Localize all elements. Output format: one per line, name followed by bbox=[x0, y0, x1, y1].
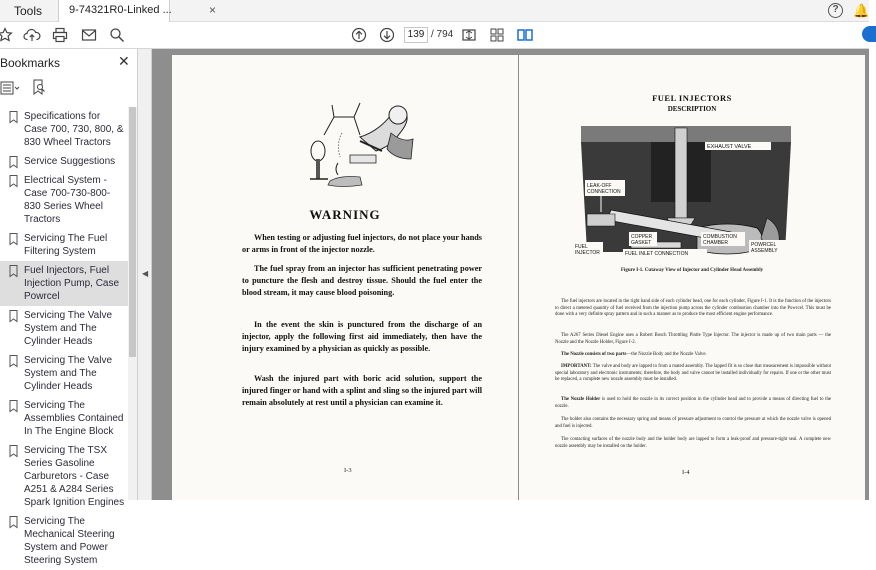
injector-test-illustration bbox=[290, 93, 415, 191]
label-fuel-inlet-connection: FUEL INLET CONNECTION bbox=[625, 251, 689, 257]
collapse-panel-icon[interactable]: ◀ bbox=[142, 269, 149, 278]
body-paragraph bbox=[555, 352, 831, 359]
page-number-input[interactable]: 139 bbox=[404, 27, 428, 43]
warning-paragraph: When testing or adjusting fuel injectors, do not place your hands or arms in front of the injector nozzle. bbox=[242, 233, 482, 254]
next-page-icon[interactable] bbox=[378, 26, 396, 44]
upload-cloud-icon[interactable] bbox=[23, 26, 41, 44]
body-bold-lead: The Nozzle Holder bbox=[561, 397, 601, 402]
bookmark-list bbox=[0, 107, 128, 570]
label-fuel: FUEL bbox=[575, 244, 588, 250]
right-panel-expand-icon[interactable] bbox=[862, 26, 876, 42]
page-number-left: I-3 bbox=[344, 467, 352, 474]
previous-page-icon[interactable] bbox=[350, 26, 368, 44]
section-title: FUEL INJECTORS bbox=[652, 93, 732, 103]
title-bar bbox=[0, 0, 869, 22]
page-right bbox=[519, 55, 865, 500]
label-exhaust-valve: EXHAUST VALVE bbox=[707, 144, 752, 150]
label-fuel-injector: INJECTOR bbox=[575, 250, 600, 256]
bookmark-label: Servicing The Valve System and The Cylinder Heads bbox=[24, 355, 113, 392]
bookmark-item[interactable] bbox=[0, 396, 128, 441]
two-page-view-icon[interactable] bbox=[516, 26, 534, 44]
bookmark-icon bbox=[9, 156, 18, 168]
page-total-count: / 794 bbox=[431, 29, 454, 40]
bookmark-label: Service Suggestions bbox=[24, 156, 116, 167]
body-paragraph: The contacting surfaces of the nozzle body and the holder body are lapped to form a leak-proof and pressure-tight seal. A complete new nozzle assembly may be installed on the holder. bbox=[555, 437, 831, 449]
bookmark-label: Servicing The TSX Series Gasoline Carburetors - Case A251 & A284 Series Spark Ignition Engines bbox=[24, 445, 125, 508]
warning-paragraph: The fuel spray from an injector has sufficient penetrating power to puncture the flesh and destroy tissue. Should the fuel enter the blood stream, it may cause blood poisoning. bbox=[242, 264, 482, 297]
figure-caption: Figure I-1. Cutaway View of Injector and Cylinder Head Assembly bbox=[620, 268, 764, 273]
label-leak-off: LEAK-OFF bbox=[587, 183, 612, 189]
close-tab-icon[interactable]: × bbox=[209, 3, 217, 17]
bookmarks-tools bbox=[0, 79, 138, 99]
bookmark-item[interactable] bbox=[0, 107, 128, 152]
body-paragraph bbox=[555, 364, 831, 384]
page-number-right: I-4 bbox=[682, 469, 690, 476]
bookmark-label: Servicing The Fuel Filtering System bbox=[24, 233, 108, 257]
bookmark-item[interactable] bbox=[0, 441, 128, 512]
notification-bell-icon[interactable]: 🔔 bbox=[853, 3, 870, 18]
bookmark-item[interactable] bbox=[0, 512, 128, 570]
label-combustion-chamber: CHAMBER bbox=[703, 240, 729, 246]
warning-title: WARNING bbox=[309, 207, 381, 222]
bookmark-icon bbox=[9, 111, 18, 123]
bookmark-icon bbox=[9, 355, 18, 367]
bookmark-item[interactable] bbox=[0, 229, 128, 261]
bookmark-icon bbox=[9, 310, 18, 322]
bookmark-label: Servicing The Valve System and The Cylinder Heads bbox=[24, 310, 113, 347]
bookmark-icon bbox=[9, 445, 18, 457]
tools-menu[interactable]: Tools bbox=[14, 4, 43, 18]
injector-cutaway-diagram bbox=[571, 118, 799, 268]
bookmark-label: Fuel Injectors, Fuel Injection Pump, Case Powrcel bbox=[24, 265, 120, 302]
email-icon[interactable] bbox=[80, 26, 98, 44]
bookmark-icon bbox=[9, 516, 18, 528]
document-tab[interactable] bbox=[58, 0, 217, 22]
label-copper: COPPER bbox=[631, 234, 653, 240]
star-icon[interactable] bbox=[0, 26, 14, 44]
bookmark-item[interactable] bbox=[0, 171, 128, 229]
body-text: is used to hold the nozzle in its correct position in the cylinder head and to provide a means of directing fuel to the nozzle. bbox=[555, 397, 831, 409]
bookmark-item[interactable] bbox=[0, 351, 128, 396]
toolbar bbox=[0, 22, 869, 49]
bookmark-icon bbox=[9, 400, 18, 412]
body-paragraph: The holder also contains the necessary spring and means of pressure adjustment to control the pressure at which the nozzle valve is opened and fuel is injected. bbox=[555, 417, 831, 429]
body-text: —the Nozzle Body and the Nozzle Valve. bbox=[626, 352, 707, 357]
document-tab-label: 9-74321R0-Linked ... bbox=[69, 4, 172, 16]
bookmark-label: Servicing The Mechanical Steering System and Power Steering System bbox=[24, 516, 115, 566]
print-icon[interactable] bbox=[51, 26, 69, 44]
scrolling-mode-icon[interactable] bbox=[488, 26, 506, 44]
bookmark-icon bbox=[9, 175, 18, 187]
bookmarks-title: Bookmarks bbox=[0, 56, 61, 70]
warning-paragraph: Wash the injured part with boric acid solution, support the injured finger or hand with a splint and sling so the injured part will remain absolutely at rest until a physician can examine it. bbox=[242, 374, 482, 407]
body-paragraph: The fuel injectors are located in the right hand side of each cylinder head, one for each cylinder, Figure I-1. It is the function of the injectors to direct a metered quantity of fuel received from the injection pump across the cylinder combustion chamber into the Powrcel. This must be done with a very definite spray pattern and in such a manner as to produce the most efficient engine performance. bbox=[555, 299, 831, 318]
bookmarks-panel bbox=[0, 49, 138, 566]
panel-splitter[interactable] bbox=[138, 49, 152, 500]
page-left bbox=[172, 55, 518, 500]
close-panel-icon[interactable]: ✕ bbox=[118, 53, 130, 69]
label-powrcel: POWRCEL bbox=[751, 242, 777, 248]
bookmark-search-icon[interactable] bbox=[32, 79, 46, 100]
section-subtitle: DESCRIPTION bbox=[667, 105, 717, 113]
bookmark-item[interactable] bbox=[0, 152, 128, 171]
label-powrcel-assembly: ASSEMBLY bbox=[751, 248, 778, 254]
bookmark-label: Servicing The Assemblies Contained In The Engine Block bbox=[24, 400, 124, 437]
label-copper-gasket: GASKET bbox=[631, 240, 652, 246]
bookmark-icon bbox=[9, 233, 18, 245]
body-paragraph: The A267 Series Diesel Engine uses a Robert Bosch Throttling Pintle Type Injector. The injector is made up of two main parts — the Nozzle and the Nozzle Holder, Figure I-2. bbox=[555, 333, 831, 345]
search-icon[interactable] bbox=[108, 26, 126, 44]
bookmarks-scrollbar[interactable] bbox=[128, 107, 137, 500]
label-leak-off-connection: CONNECTION bbox=[587, 189, 621, 195]
help-icon[interactable]: ? bbox=[828, 3, 843, 18]
bookmark-icon bbox=[9, 265, 18, 277]
fit-page-icon[interactable] bbox=[460, 26, 478, 44]
body-paragraph bbox=[555, 397, 831, 410]
scrollbar-thumb[interactable] bbox=[129, 107, 136, 357]
document-viewer[interactable] bbox=[152, 49, 869, 500]
label-combustion: COMBUSTION bbox=[703, 234, 737, 240]
bookmark-item-selected[interactable] bbox=[0, 261, 128, 306]
bookmark-label: Electrical System - Case 700-730-800-830 Series Wheel Tractors bbox=[24, 175, 111, 225]
bookmark-label: Specifications for Case 700, 730, 800, & 830 Wheel Tractors bbox=[24, 111, 124, 148]
warning-paragraph: In the event the skin is punctured from the discharge of an injector, apply the following first aid immediately, then have the injury examined by a physician as quickly as possible. bbox=[242, 320, 482, 353]
body-text: The valve and body are lapped to from a mated assembly. The lapped fit is so close that measurement is impossible without special laboratory and electronic instruments; therefore, the body and valve cannot be installed individually for repairs. If one or the other must be replaced, a complete new nozzle assembly must be installed. bbox=[555, 364, 831, 383]
body-bold-lead: IMPORTANT: bbox=[561, 364, 592, 369]
bookmark-options-icon[interactable] bbox=[0, 81, 20, 100]
bookmark-item[interactable] bbox=[0, 306, 128, 351]
body-bold-lead: The Nozzle consists of two parts bbox=[561, 352, 627, 357]
